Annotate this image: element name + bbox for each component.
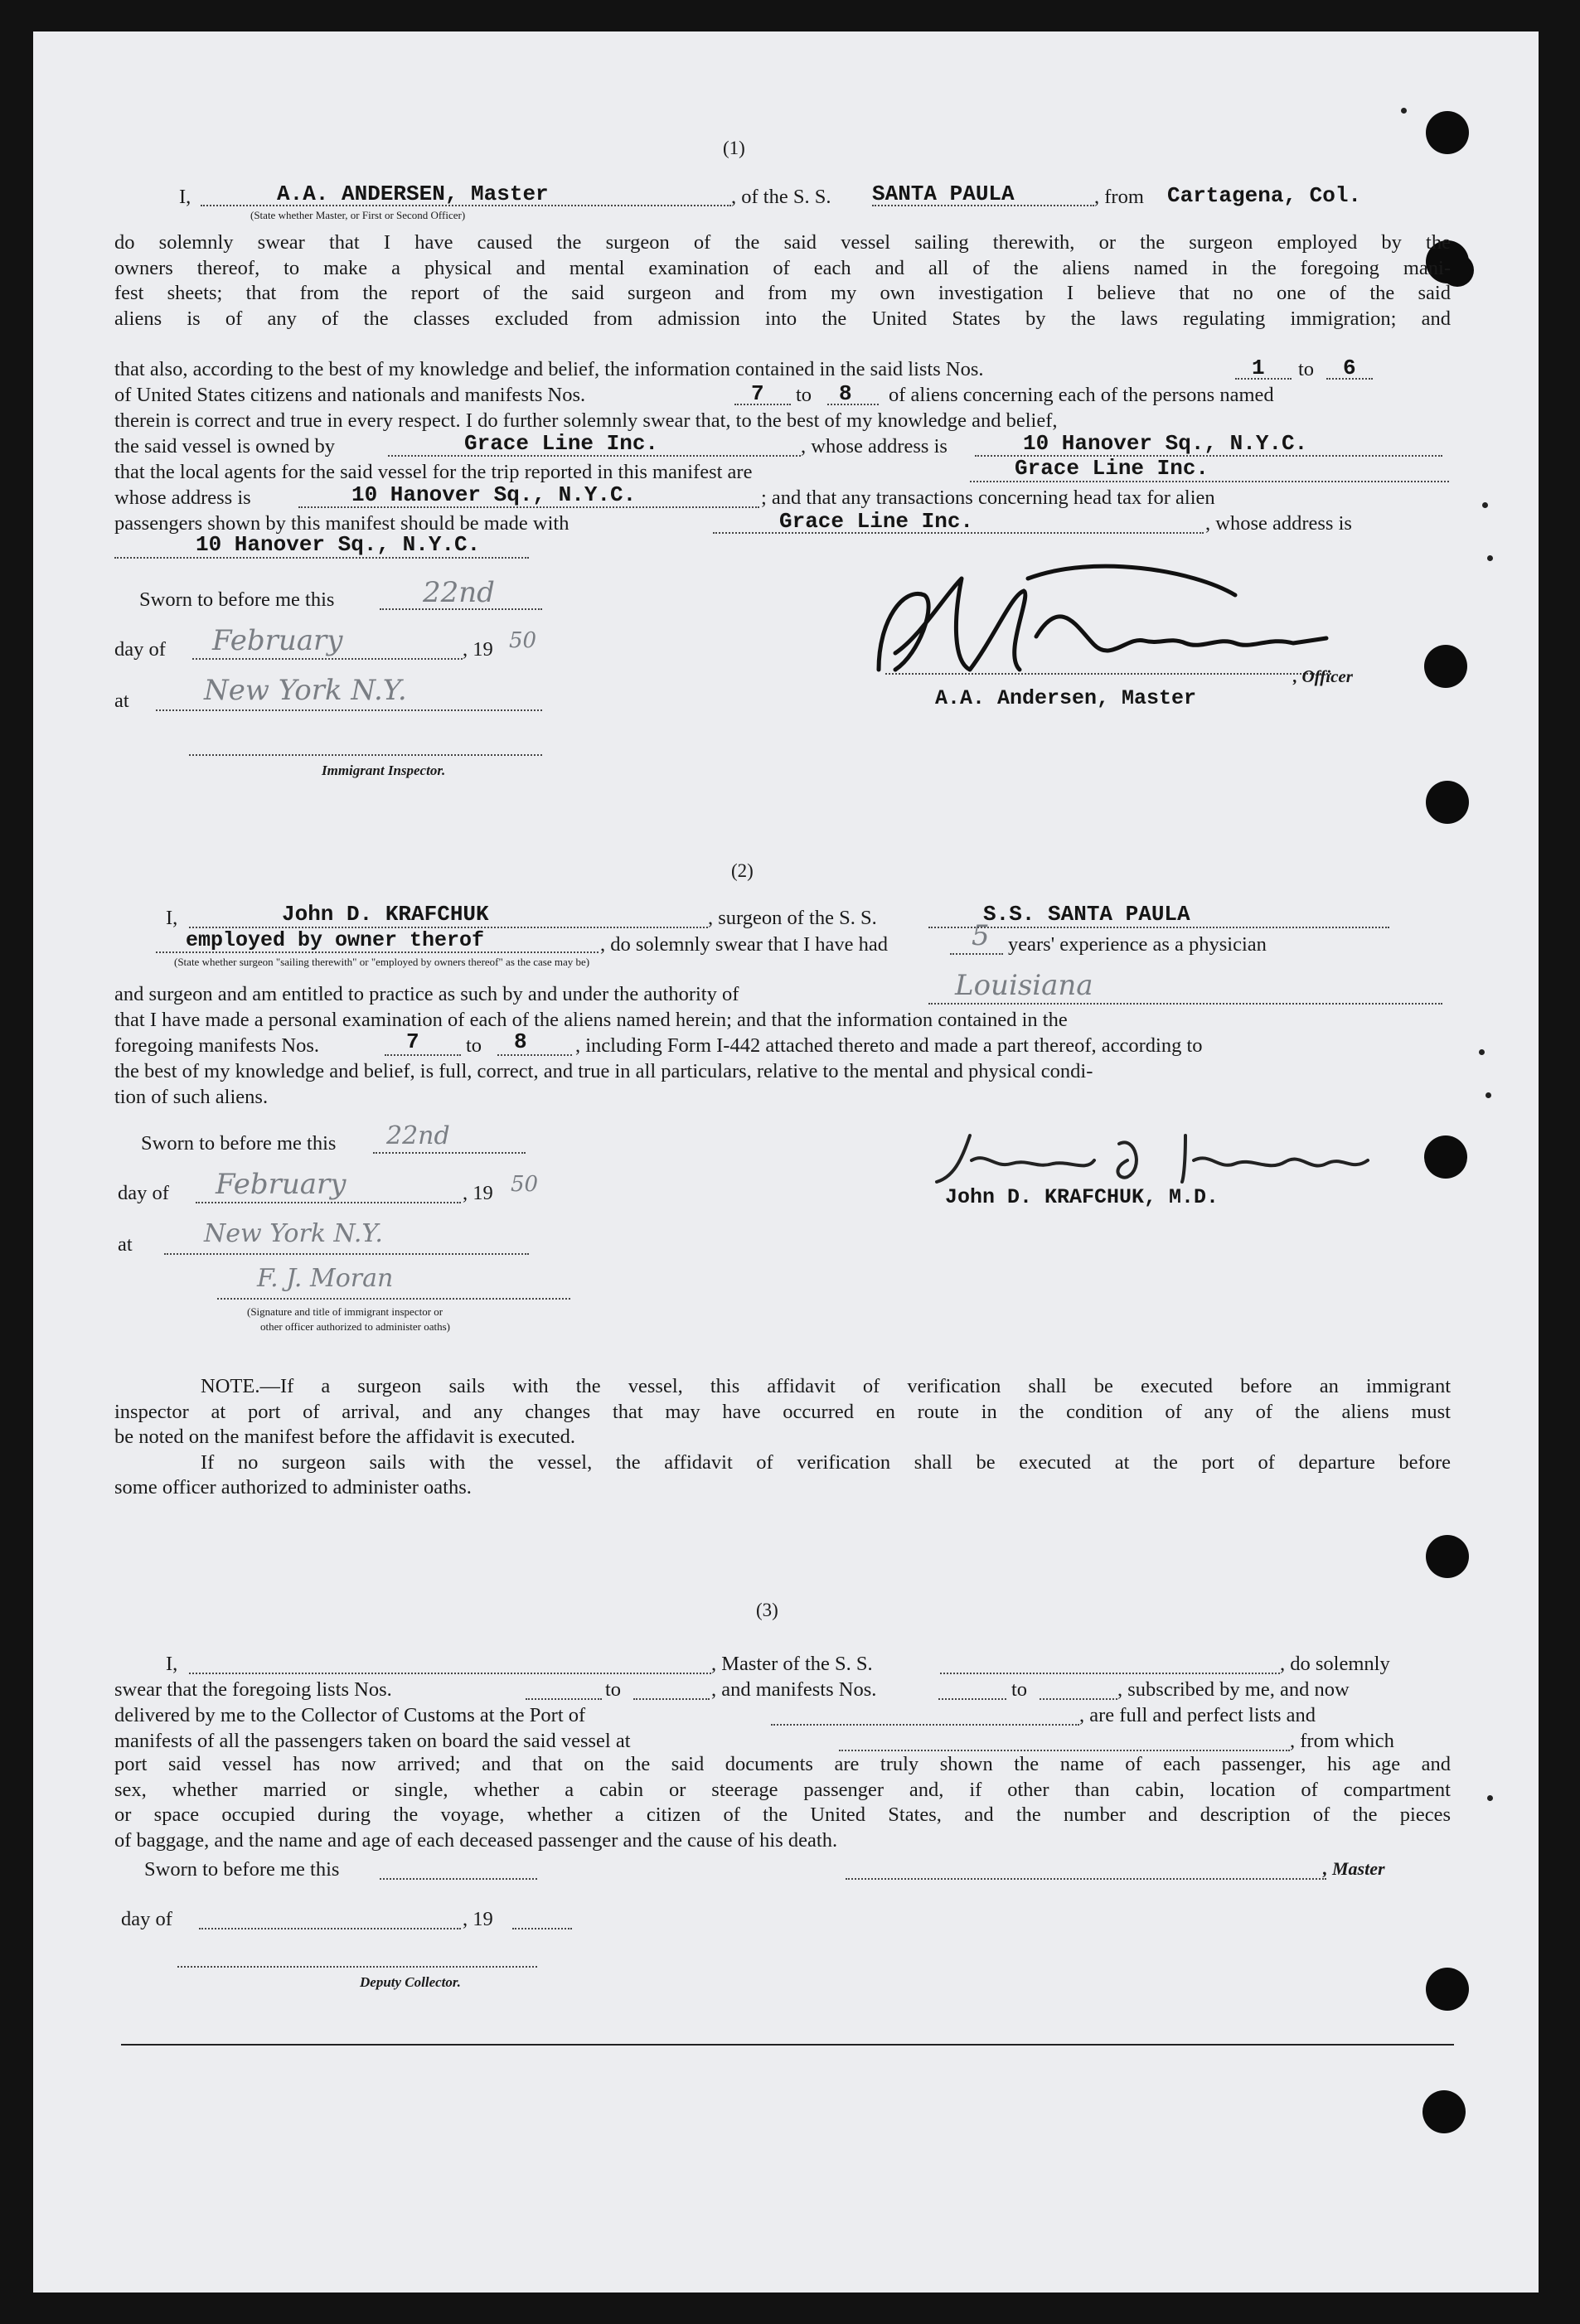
section-1-line: passengers shown by this manifest should be made with	[114, 512, 569, 535]
section-1-line: whose address is	[114, 487, 251, 509]
month: February	[212, 624, 343, 657]
owner-name: Grace Line Inc.	[464, 431, 659, 456]
s3-line4-b: , from which	[1290, 1730, 1394, 1752]
to-label: to	[466, 1034, 482, 1057]
agents-name: Grace Line Inc.	[1015, 456, 1209, 481]
year-blank	[512, 1928, 572, 1929]
sig-caption: other officer authorized to administer oaths)	[260, 1320, 450, 1333]
section-2-intro: I,	[166, 907, 178, 929]
manifests-to-blank	[497, 1054, 572, 1056]
section-3-number: (3)	[756, 1600, 778, 1620]
binder-hole	[1426, 1968, 1469, 2011]
employment: employed by owner therof	[186, 928, 485, 952]
speck	[1487, 555, 1493, 561]
sworn-day: 22nd	[386, 1121, 450, 1150]
master-name: A.A. ANDERSEN, Master	[277, 182, 549, 206]
binder-hole	[1426, 1535, 1469, 1578]
manifests-from: 7	[751, 381, 764, 406]
sworn-label: Sworn to before me this	[141, 1132, 337, 1155]
section-2-line: tion of such aliens.	[114, 1086, 269, 1108]
binder-hole	[1424, 1135, 1467, 1179]
s3-line3-a: delivered by me to the Collector of Customs at the Port of	[114, 1704, 586, 1726]
agent-address: 10 Hanover Sq., N.Y.C.	[351, 482, 637, 507]
years-blank	[950, 953, 1003, 955]
surgeon-signer: John D. KRAFCHUK, M.D.	[945, 1185, 1219, 1209]
sig-caption: (Signature and title of immigrant inspector or	[247, 1305, 443, 1318]
lists-from-blank	[526, 1698, 602, 1700]
years-tail: years' experience as a physician	[1008, 933, 1267, 956]
year: 50	[509, 628, 537, 653]
inspector-signature: F. J. Moran	[257, 1264, 394, 1293]
speck	[1479, 1049, 1485, 1055]
binder-hole	[1422, 2090, 1466, 2133]
agents-blank	[970, 481, 1449, 482]
day-of-label: day of	[121, 1908, 172, 1930]
surgeon-name: John D. KRAFCHUK	[282, 902, 489, 927]
section-3-line: port said vessel has now arrived; and that on the said documents are truly shown the name of each passenger, his age and	[114, 1753, 1451, 1775]
year-prefix: , 19	[463, 1182, 493, 1204]
year-prefix: , 19	[463, 638, 493, 661]
vessel-name-2: S.S. SANTA PAULA	[983, 902, 1190, 927]
binder-hole	[1426, 781, 1469, 824]
day-of-label: day of	[118, 1182, 169, 1204]
aliens-tail: of aliens concerning each of the persons named	[889, 384, 1274, 406]
deputy-signature-blank	[177, 1966, 537, 1968]
section-3-line: sex, whether married or single, whether a cabin or steerage passenger and, if other than cabin, location of compartment	[114, 1778, 1451, 1801]
years: 5	[972, 919, 990, 952]
to-label: to	[796, 384, 812, 406]
head-tax-payee: Grace Line Inc.	[779, 509, 974, 534]
to-label: to	[1298, 358, 1315, 380]
vessel-name-1: SANTA PAULA	[872, 182, 1015, 206]
note-line: If no surgeon sails with the vessel, the affidavit of verification shall be executed at the port of departure before	[201, 1450, 1451, 1474]
manifests-from-blank	[938, 1698, 1006, 1700]
bottom-rule	[121, 2044, 1454, 2046]
s3-line2-a: swear that the foregoing lists Nos.	[114, 1678, 392, 1701]
master-title-hint: (State whether Master, or First or Second Officer)	[250, 209, 466, 221]
inspector-blank	[217, 1298, 570, 1300]
master-blank	[189, 1673, 711, 1674]
sworn-label: Sworn to before me this	[144, 1858, 340, 1881]
section-2-line: that I have made a personal examination of each of the aliens named herein; and that the information contained in the	[114, 1009, 1068, 1031]
section-1-line: owners thereof, to make a physical and mental examination of each and all of the aliens named in the foregoing mani-	[114, 256, 1451, 279]
sworn-day-blank	[373, 1152, 526, 1154]
note-line: some officer authorized to administer oaths.	[114, 1476, 472, 1498]
payee-address: 10 Hanover Sq., N.Y.C.	[196, 532, 481, 557]
authority: Louisiana	[955, 969, 1093, 1002]
note-block	[114, 1374, 1451, 1501]
officer-signature-image	[846, 545, 1343, 703]
do-solemnly: , do solemnly	[1280, 1653, 1390, 1675]
from-label: , from	[1094, 186, 1144, 208]
master-of-ss-label: , Master of the S. S.	[711, 1653, 873, 1675]
binder-hole	[1424, 645, 1467, 688]
speck	[1482, 502, 1488, 508]
manifests-to-blank	[1040, 1698, 1117, 1700]
sworn-day-blank	[380, 1878, 537, 1880]
vessel-blank	[928, 927, 1389, 928]
sworn-label: Sworn to before me this	[139, 588, 335, 611]
s3-line3-b: , are full and perfect lists and	[1079, 1704, 1316, 1726]
month-blank	[196, 1202, 461, 1203]
master-caption: , Master	[1323, 1858, 1385, 1879]
s2-manifests-to: 8	[514, 1029, 527, 1054]
year: 50	[511, 1172, 539, 1197]
deputy-caption: Deputy Collector.	[360, 1974, 461, 1990]
day-of-label: day of	[114, 638, 166, 661]
surgeon-signature-image	[920, 1127, 1384, 1193]
officer-signer: A.A. Andersen, Master	[935, 686, 1197, 710]
of-the-ss-label: , of the S. S.	[731, 186, 831, 208]
section-1-line: that also, according to the best of my knowledge and belief, the information contained in the said lists Nos.	[114, 358, 984, 380]
section-3-line: or space occupied during the voyage, whether a citizen of the United States, and the number and description of the pieces	[114, 1804, 1451, 1826]
binder-hole	[1426, 111, 1469, 154]
section-1-number: (1)	[723, 138, 745, 158]
lists-to-blank	[633, 1698, 710, 1700]
manifests-from-blank	[385, 1054, 461, 1056]
lists-to: 6	[1343, 356, 1356, 380]
section-1-line: fest sheets; that from the report of the said surgeon and from my own investigation I believe that no one of the said	[114, 282, 1451, 304]
port-blank	[771, 1724, 1079, 1726]
note-line: inspector at port of arrival, and any changes that may have occurred en route in the condition of any of the aliens must	[114, 1400, 1451, 1423]
section-1-line: that the local agents for the said vessel for the trip reported in this manifest are	[114, 461, 753, 483]
manifests-to: 8	[839, 381, 852, 406]
section-1-body	[114, 230, 1451, 332]
owner-address: 10 Hanover Sq., N.Y.C.	[1023, 431, 1308, 456]
employment-hint: (State whether surgeon "sailing therewith" or "employed by owners thereof" as the case may be)	[174, 956, 590, 968]
place: New York N.Y.	[204, 1219, 383, 1248]
inspector-caption: Immigrant Inspector.	[322, 763, 446, 778]
vessel-blank	[940, 1673, 1280, 1674]
section-1-line: of United States citizens and nationals and manifests Nos.	[114, 384, 586, 406]
place-blank	[164, 1253, 529, 1255]
speck	[1401, 108, 1407, 114]
authority-blank	[928, 1003, 1442, 1005]
s3-line2-b: , and manifests Nos.	[711, 1678, 877, 1701]
surgeon-of-ss-label: , surgeon of the S. S.	[708, 907, 877, 929]
officer-caption: , Officer	[1293, 666, 1353, 686]
master-signature-blank	[846, 1878, 1326, 1880]
section-3-intro: I,	[166, 1653, 178, 1675]
section-2-number: (2)	[731, 860, 754, 881]
section-2-line: the best of my knowledge and belief, is full, correct, and true in all particulars, relative to the mental and physical condi-	[114, 1060, 1093, 1082]
year-prefix: , 19	[463, 1908, 493, 1930]
s3-line4-a: manifests of all the passengers taken on board the said vessel at	[114, 1730, 631, 1752]
section-2-line: foregoing manifests Nos.	[114, 1034, 319, 1057]
inspector-blank	[189, 754, 542, 756]
sworn-day: 22nd	[423, 576, 495, 609]
section-2-line: and surgeon and am entitled to practice as such by and under the authority of	[114, 983, 739, 1005]
section-1-intro: I,	[179, 186, 191, 208]
place: New York N.Y.	[204, 674, 407, 707]
lists-from: 1	[1252, 356, 1265, 380]
section-1-line: the said vessel is owned by	[114, 435, 336, 458]
month-blank	[199, 1928, 461, 1929]
from-port: Cartagena, Col.	[1167, 183, 1362, 208]
s3-line2-c: , subscribed by me, and now	[1117, 1678, 1350, 1701]
manifests-to-blank	[827, 404, 879, 405]
speck	[1485, 1092, 1491, 1098]
to-label: to	[1011, 1678, 1028, 1701]
at-label: at	[114, 690, 129, 712]
month: February	[216, 1168, 347, 1201]
section-3-line: of baggage, and the name and age of each deceased passenger and the cause of his death.	[114, 1828, 838, 1852]
note-line: NOTE.—If a surgeon sails with the vessel, this affidavit of verification shall be executed before an immigrant	[201, 1375, 1451, 1397]
swear-text: , do solemnly swear that I have had	[600, 933, 888, 956]
s2-manifests-from: 7	[406, 1029, 419, 1054]
manifest-affidavit-page	[33, 31, 1539, 2293]
head-tax-tail: ; and that any transactions concerning head tax for alien	[761, 487, 1215, 509]
departure-port-blank	[839, 1750, 1290, 1751]
month-blank	[192, 658, 463, 660]
whose-address-label: , whose address is	[801, 435, 948, 458]
speck	[1487, 1795, 1493, 1801]
payee-address-blank	[114, 557, 529, 559]
section-1-line: therein is correct and true in every respect. I do further solemnly swear that, to the best of my knowledge and belief,	[114, 409, 1058, 432]
to-label: to	[605, 1678, 622, 1701]
section-1-line: do solemnly swear that I have caused the surgeon of the said vessel sailing therewith, or the surgeon employed by the	[114, 231, 1451, 254]
section-3-body	[114, 1752, 1451, 1853]
form-tail: , including Form I-442 attached thereto and made a part thereof, according to	[575, 1034, 1203, 1057]
at-label: at	[118, 1233, 133, 1256]
place-blank	[156, 709, 542, 711]
note-line: be noted on the manifest before the affidavit is executed.	[114, 1426, 576, 1448]
whose-address-label: , whose address is	[1205, 512, 1352, 535]
section-1-line: aliens is of any of the classes excluded from admission into the United States by the laws regulating immigration; and	[114, 307, 1451, 330]
